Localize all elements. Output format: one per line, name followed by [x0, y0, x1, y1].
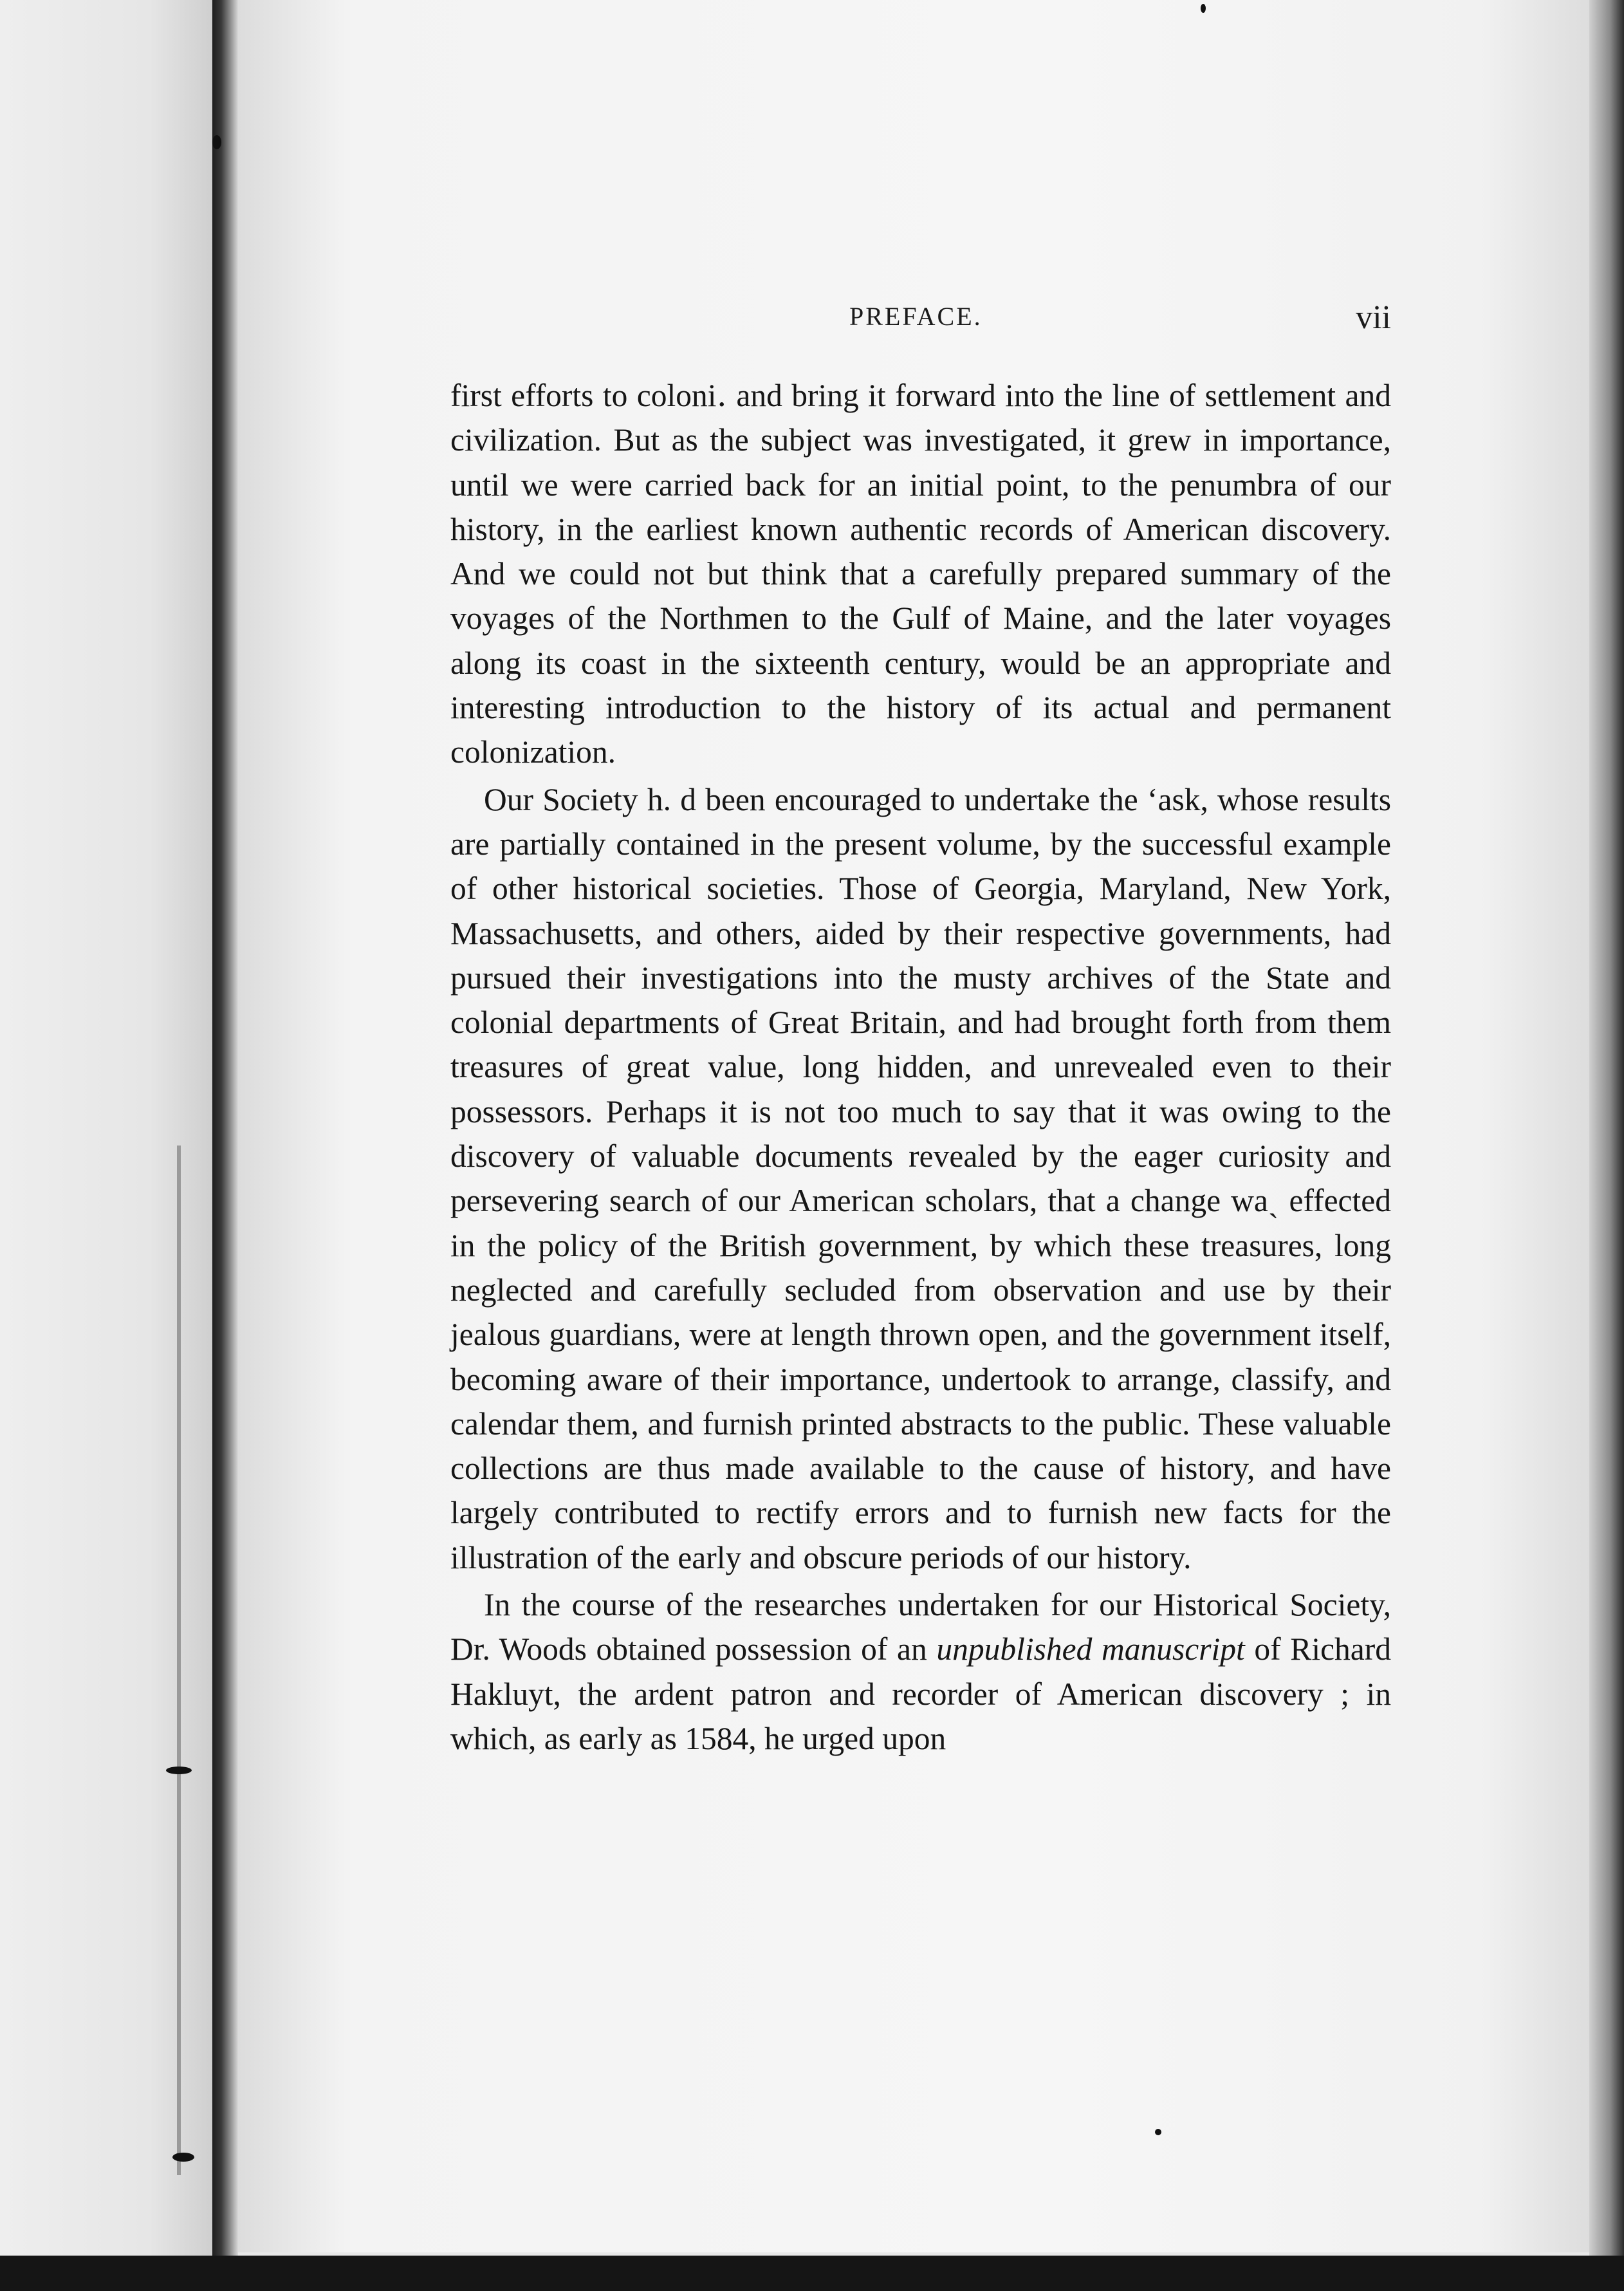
body-text [450, 373, 1391, 1763]
page-edge-line [177, 1146, 181, 2175]
ink-speck [166, 1767, 192, 1774]
page-number: vii [1356, 299, 1391, 336]
ink-speck [212, 135, 221, 149]
paragraph-3-italic: unpublished manuscript [936, 1631, 1245, 1667]
page-header [450, 301, 1391, 340]
paragraph-3-start: In the course of the researches undertaken for our Historical Society, Dr. Woods obtained possession of an [450, 1587, 1391, 1667]
right-page-edge [1589, 0, 1624, 2291]
paragraph-2: Our Society h. d been encouraged to undertake the ‘ask, whose results are partially contained in the present volume, by the successful example of other historical societies. Those of Georgia, Maryland, New York, Massachusetts, and others, aided by their respective governments, had pursued their investigations into the musty archives of the State and colonial departments of Great Britain, and had brought forth from them treasures of great value, long hidden, and unrevealed even to their possessors. Perhaps it is not too much to say that it was owing to the discovery of valuable documents revealed by the eager curiosity and persevering search of our American scholars, that a change waˎ effected in the policy of the British government, by which these treasures, long neglected and carefully secluded from observation and use by their jealous guardians, were at length thrown open, and the government itself, becoming aware of their importance, undertook to arrange, classify, and calendar them, and furnish printed abstracts to the public. These valuable collections are thus made available to the cause of history, and have largely contributed to rectify errors and to furnish new facts for the illustration of the early and obscure periods of our history. [450, 781, 1391, 1575]
ink-speck [172, 2153, 194, 2162]
paragraph-3-end: of Richard Hakluyt, the ardent patron and recorder of American discovery ; in which, as early as 1584, he urged upon [450, 1631, 1391, 1756]
bottom-scan-edge [0, 2256, 1624, 2291]
ink-speck [1201, 4, 1206, 13]
paragraph-3 [450, 1582, 1391, 1761]
book-gutter [212, 0, 238, 2291]
running-head: PREFACE. [849, 302, 983, 331]
ink-speck [1155, 2129, 1161, 2135]
paragraph-1: first efforts to coloni․ and bring it forward into the line of settlement and civilization. But as the subject was investigated, it grew in importance, until we were carried back for an initial point, to the penumbra of our history, in the earliest known authentic records of American discovery. And we could not but think that a carefully prepared summary of the voyages of the Northmen to the Gulf of Maine, and the later voyages along its coast in the sixteenth century, would be an appropriate and interesting introduction to the history of its actual and permanent colonization. [450, 378, 1391, 770]
facing-page-edge [0, 0, 212, 2291]
